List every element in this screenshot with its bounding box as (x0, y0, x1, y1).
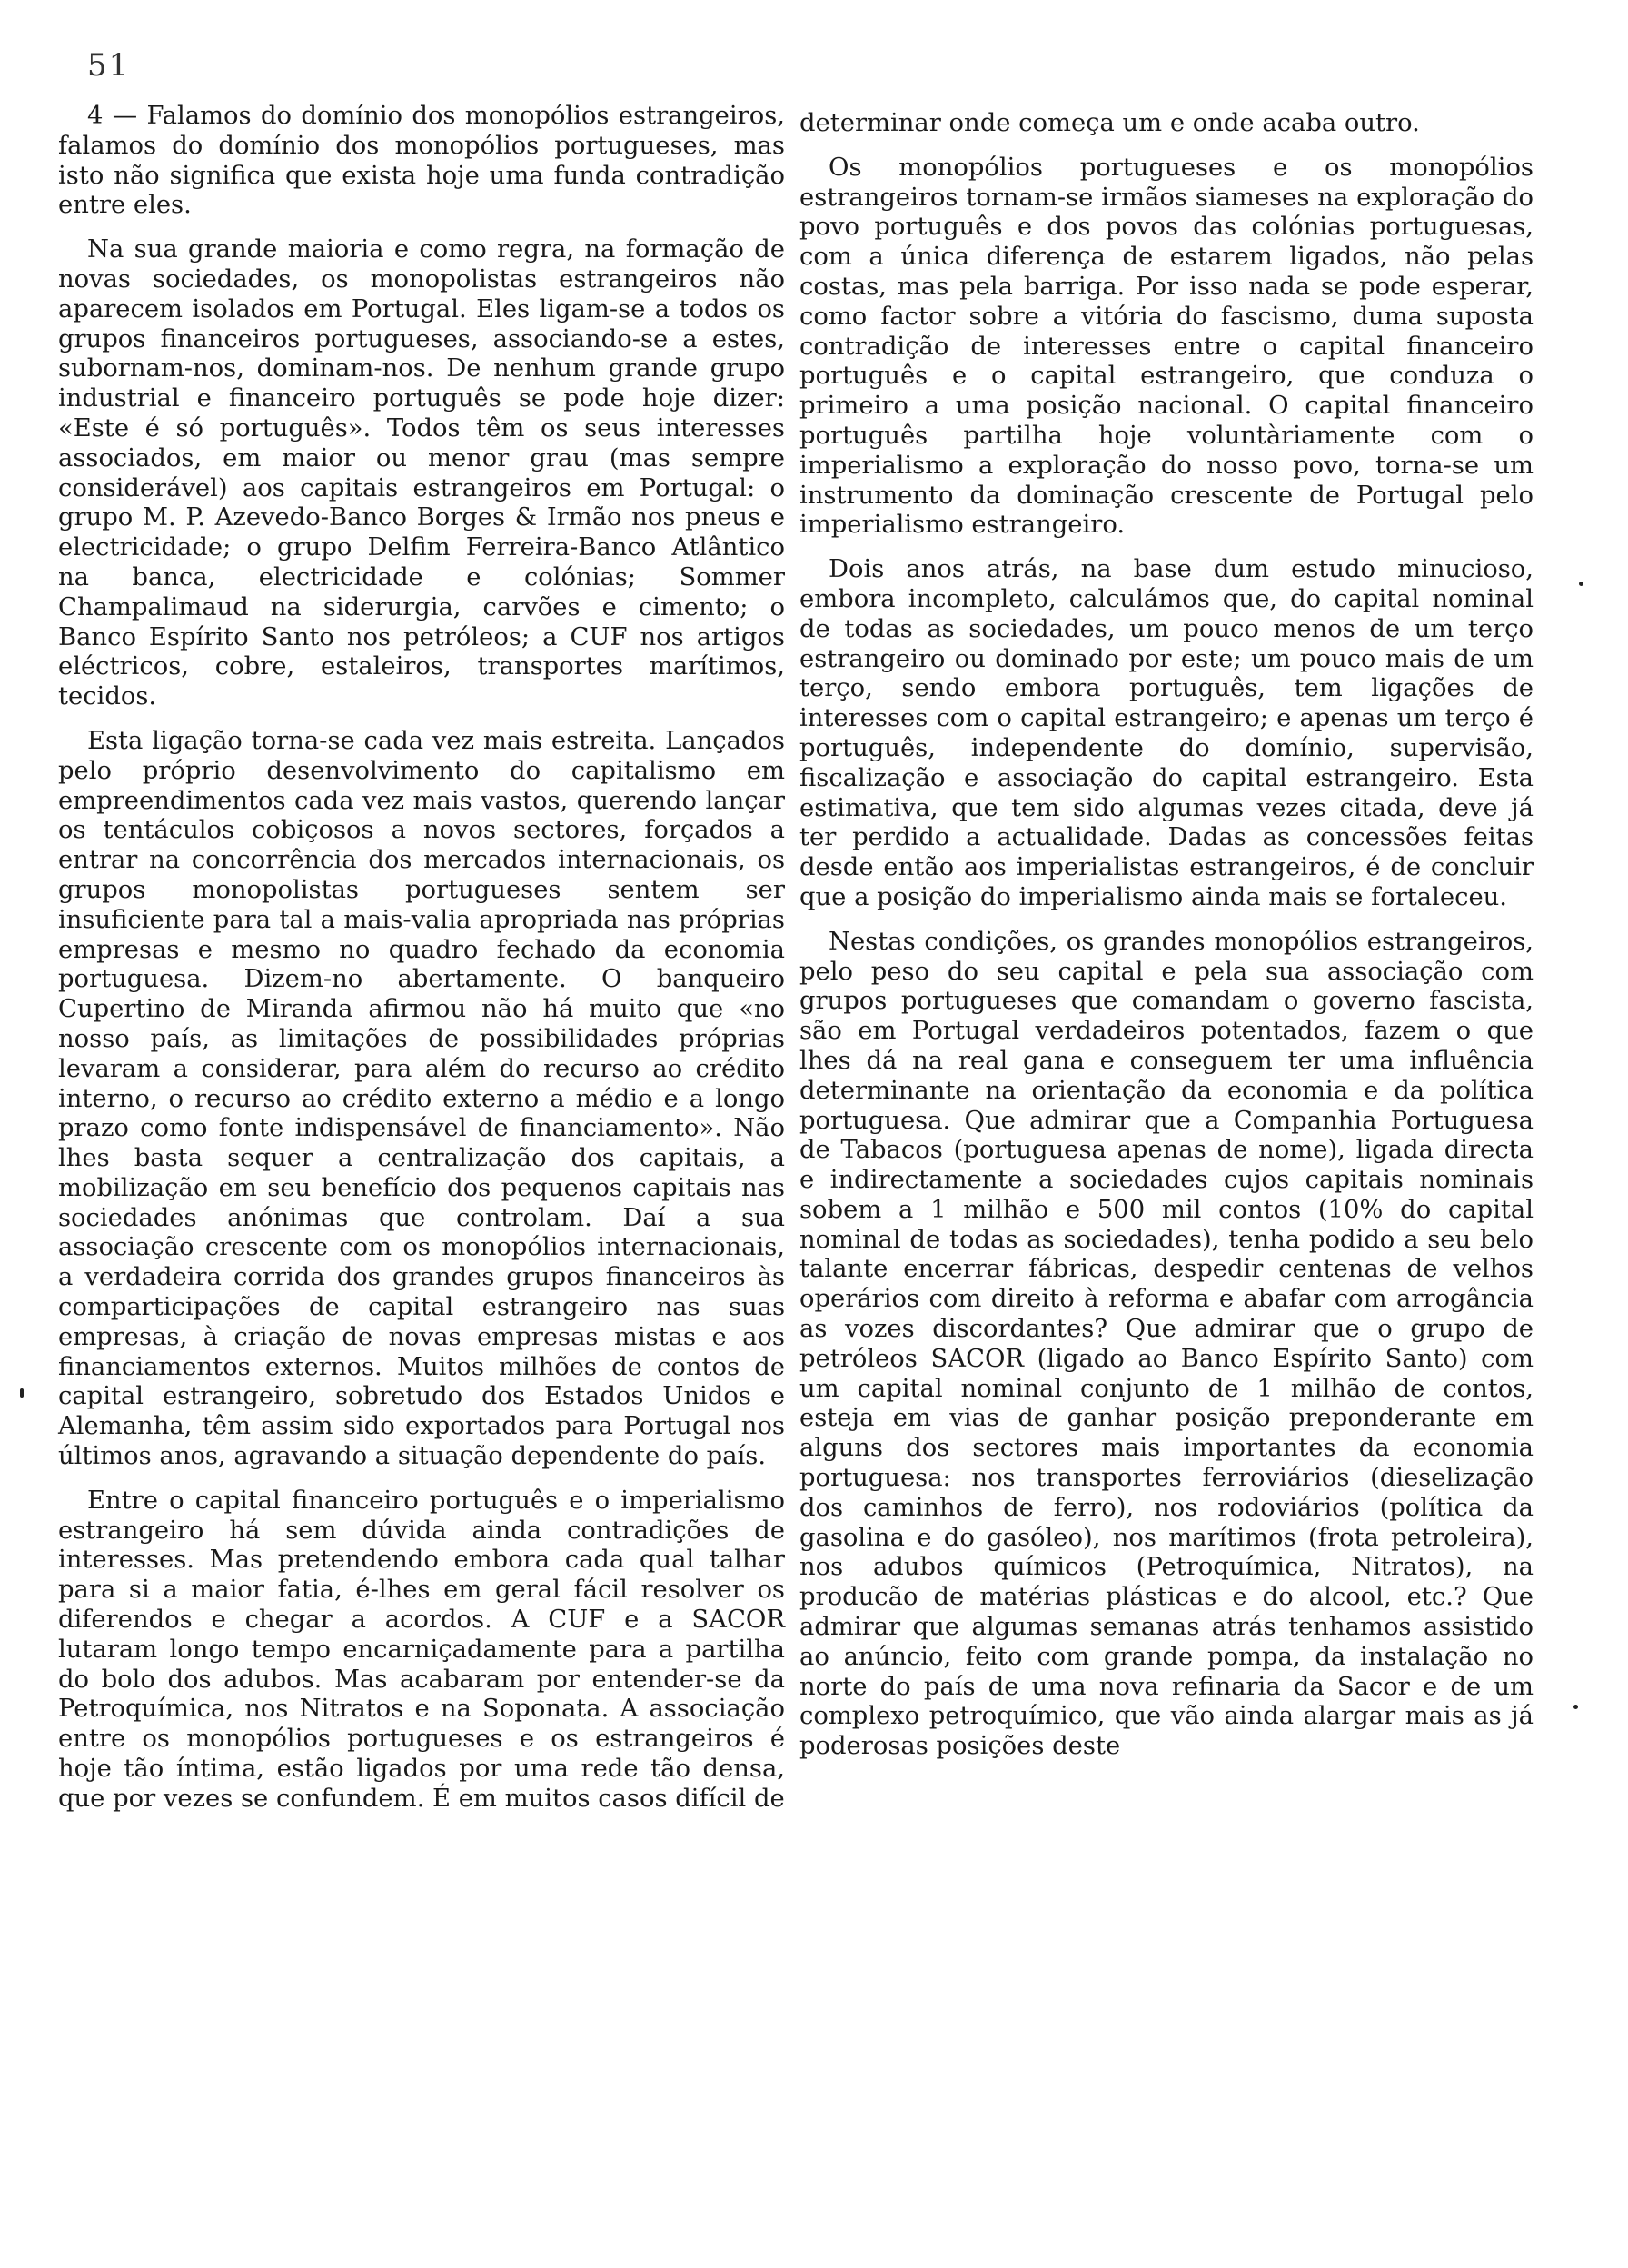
scan-speck (20, 1388, 24, 1398)
right-column (799, 109, 1534, 1776)
page-number: 51 (87, 47, 131, 84)
scan-speck (1579, 582, 1583, 586)
paragraph: Esta ligação torna-se cada vez mais estreita. Lançados pelo próprio desenvolvimento do capitalismo em empreendimentos cada vez mais vastos, querendo lançar os tentáculos cobiçosos a novos sectores, forçados a entrar na concorrência dos mercados internacionais, os grupos monopolistas portugueses sentem ser insuficiente para tal a mais-valia apropriada nas próprias empresas e mesmo no quadro fechado da economia portuguesa. Dizem-no abertamente. O banqueiro Cupertino de Miranda afirmou não há muito que «no nosso país, as limitações de possibilidades próprias levaram a considerar, para além do recurso ao crédito interno, o recurso ao crédito externo a médio e a longo prazo como fonte indispensável de financiamento». Não lhes basta sequer a centralização dos capitais, a mobilização em seu benefício dos pequenos capitais nas sociedades anónimas que controlam. Daí a sua associação crescente com os monopólios internacionais, a verdadeira corrida dos grandes grupos financeiros às comparticipações de capital estrangeiro nas suas empresas, à criação de novas empresas mistas e aos financiamentos externos. Muitos milhões de contos de capital estrangeiro, sobretudo dos Estados Unidos e Alemanha, têm assim sido exportados para Portugal nos últimos anos, agravando a situação dependente do país. (58, 726, 785, 1471)
paragraph: Nestas condições, os grandes monopólios estrangeiros, pelo peso do seu capital e pela sua associação com grupos portugueses que comandam o governo fascista, são em Portugal verdadeiros potentados, fazem o que lhes dá na real gana e conseguem ter uma influência determinante na orientação da economia e da política portuguesa. Que admirar que a Companhia Portuguesa de Tabacos (portuguesa apenas de nome), ligada directa e indirectamente a sociedades cujos capitais nominais sobem a 1 milhão e 500 mil contos (10% do capital nominal de todas as sociedades), tenha podido a seu belo talante encerrar fábricas, despedir centenas de velhos operários com direito à reforma e abafar com arrogância as vozes discordantes? Que admirar que o grupo de petróleos SACOR (ligado ao Banco Espírito Santo) com um capital nominal conjunto de 1 milhão de contos, esteja em vias de ganhar posição preponderante em alguns dos sectores mais importantes da economia portuguesa: nos transportes ferroviários (dieselização dos caminhos de ferro), nos rodoviários (política da gasolina e do gasóleo), nos marítimos (frota petroleira), nos adubos químicos (Petroquímica, Nitratos), na producão de matérias plásticas e do alcool, etc.? Que admirar que algumas semanas atrás tenhamos assistido ao anúncio, feito com grande pompa, da instalação no norte do país de uma nova refinaria da Sacor e de um complexo petroquímico, que vão ainda alargar mais as já poderosas posições deste (799, 927, 1534, 1761)
paragraph: Os monopólios portugueses e os monopólios estrangeiros tornam-se irmãos siameses na exploração do povo português e dos povos das colónias portuguesas, com a única diferença de estarem ligados, não pelas costas, mas pela barriga. Por isso nada se pode esperar, como factor sobre a vitória do fascismo, duma suposta contradição de interesses entre o capital financeiro português e o capital estrangeiro, que conduza o primeiro a uma posição nacional. O capital financeiro português partilha hoje voluntàriamente com o imperialismo a exploração do nosso povo, torna-se um instrumento da dominação crescente de Portugal pelo imperialismo estrangeiro. (799, 153, 1534, 540)
left-column (58, 102, 785, 1829)
paragraph: Dois anos atrás, na base dum estudo minucioso, embora incompleto, calculámos que, do capital nominal de todas as sociedades, um pouco menos de um terço estrangeiro ou dominado por este; um pouco mais de um terço, sendo embora português, tem ligações de interesses com o capital estrangeiro; e apenas um terço é português, independente do domínio, supervisão, fiscalização e associação do capital estrangeiro. Esta estimativa, que tem sido algumas vezes citada, deve já ter perdido a actualidade. Dadas as concessões feitas desde então aos imperialistas estrangeiros, é de concluir que a posição do imperialismo ainda mais se fortaleceu. (799, 555, 1534, 911)
paragraph: determinar onde começa um e onde acaba outro. (799, 109, 1420, 137)
paragraph: Entre o capital financeiro português e o imperialismo estrangeiro há sem dúvida ainda contradições de interesses. Mas pretendendo embora cada qual talhar para si a maior fatia, é-lhes em geral fácil resolver os diferendos e chegar a acordos. A CUF e a SACOR lutaram longo tempo encarniçadamente para a partilha do bolo dos adubos. Mas acabaram por entender-se da Petroquímica, nos Nitratos e na Soponata. A associação entre os monopólios portugueses e os estrangeiros é hoje tão íntima, estão ligados por uma rede tão densa, que por vezes se confundem. É em muitos casos difícil de (58, 1486, 785, 1813)
paragraph: 4 — Falamos do domínio dos monopólios estrangeiros, falamos do domínio dos monopólios portugueses, mas isto não significa que exista hoje uma funda contradição entre eles. (58, 102, 785, 220)
scan-speck (1573, 1705, 1578, 1709)
paragraph: Na sua grande maioria e como regra, na formação de novas sociedades, os monopolistas estrangeiros não aparecem isolados em Portugal. Eles ligam-se a todos os grupos financeiros portugueses, associando-se a estes, subornam-nos, dominam-nos. De nenhum grande grupo industrial e financeiro português se pode hoje dizer: «Este é só português». Todos têm os seus interesses associados, em maior ou menor grau (mas sempre considerável) aos capitais estrangeiros em Portugal: o grupo M. P. Azevedo-Banco Borges & Irmão nos pneus e electricidade; o grupo Delfim Ferreira-Banco Atlântico na banca, electricidade e colónias; Sommer Champalimaud na siderurgia, carvões e cimento; o Banco Espírito Santo nos petróleos; a CUF nos artigos eléctricos, cobre, estaleiros, transportes marítimos, tecidos. (58, 235, 785, 711)
